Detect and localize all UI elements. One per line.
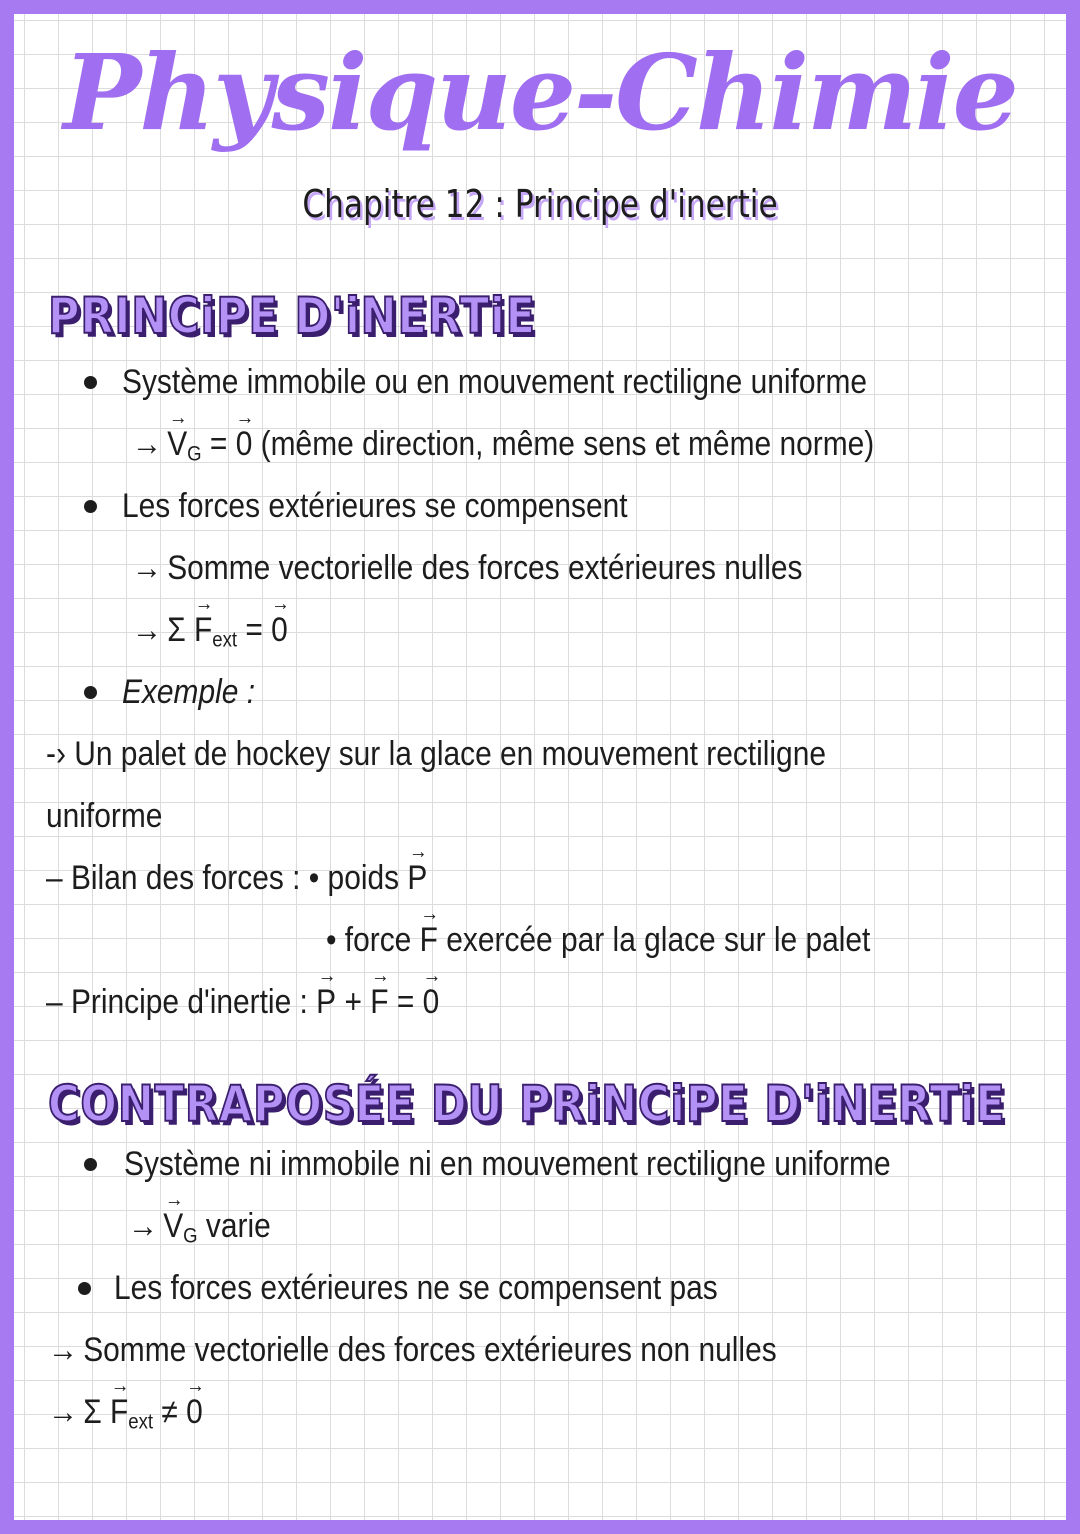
arrow-icon: →: [132, 549, 162, 587]
arrow-icon: →: [132, 425, 162, 463]
arrow-icon: →: [48, 1331, 78, 1369]
bilan-force-desc: exercée par la glace sur le palet: [446, 921, 871, 959]
bullet-immobile: Système immobile ou en mouvement rectiligne uniforme: [122, 363, 868, 401]
bilan-forces-line: – Bilan des forces : • poids → P: [46, 852, 427, 904]
example-line-2: uniforme: [46, 797, 163, 835]
principe-formula-line: – Principe d'inertie : → P + → F = → 0: [46, 976, 439, 1028]
formula-vg-varie: →→ $V_G$ varie: [128, 1200, 271, 1262]
bullet-dot: [84, 500, 97, 513]
vg-varie-text: varie: [205, 1207, 271, 1245]
bilan-label: – Bilan des forces :: [46, 859, 301, 897]
section-heading-contraposee: CONTRAPOSÉE DU PRiNCiPE D'iNERTiE: [48, 1075, 1006, 1133]
principe-label: – Principe d'inertie :: [46, 983, 308, 1021]
arrow-icon: →: [132, 611, 162, 649]
formula-sum-fext-zero: → $\Sigma \to F_{ext}$ = → 0: [132, 604, 288, 666]
page-title: Physique-Chimie: [63, 31, 1017, 154]
arrow-icon: →: [128, 1207, 158, 1245]
bullet-forces-compensent: Les forces extérieures se compensent: [122, 487, 628, 525]
chapter-subtitle: Chapitre 12 : Principe d'inertie: [302, 182, 778, 226]
bullet-exemple: Exemple :: [122, 673, 256, 711]
bilan-force-line: • force → F exercée par la glace sur le palet: [326, 914, 870, 966]
bullet-dot: [78, 1282, 91, 1295]
bullet-dot: [84, 376, 97, 389]
somme-nulles-text: Somme vectorielle des forces extérieures nulles: [167, 549, 803, 587]
formula-sum-fext-nonzero: → $\Sigma \to F_{ext}$ ≠ → 0: [48, 1386, 203, 1448]
bilan-poids: poids: [327, 859, 400, 897]
somme-nulles-line: [132, 542, 802, 594]
bullet-ne-compensent-pas: Les forces extérieures ne se compensent pas: [114, 1269, 718, 1307]
formula-vg-note: (même direction, même sens et même norme): [260, 425, 875, 463]
somme-non-nulles-text: Somme vectorielle des forces extérieures non nulles: [83, 1331, 777, 1369]
bullet-ni-immobile: Système ni immobile ni en mouvement rectiligne uniforme: [124, 1145, 891, 1183]
bullet-dot: [84, 1158, 97, 1171]
section-heading-principe: PRINCiPE D'iNERTiE: [48, 287, 536, 345]
bilan-force-label: force: [344, 921, 412, 959]
arrow-icon: →: [48, 1393, 78, 1431]
bullet-dot: [84, 686, 97, 699]
example-line-1: -› Un palet de hockey sur la glace en mouvement rectiligne: [46, 735, 826, 773]
somme-non-nulles-line: [48, 1324, 777, 1376]
formula-vg-zero: →→ $V_G$ = → 0 (même direction, même sens et même norme): [132, 418, 874, 480]
